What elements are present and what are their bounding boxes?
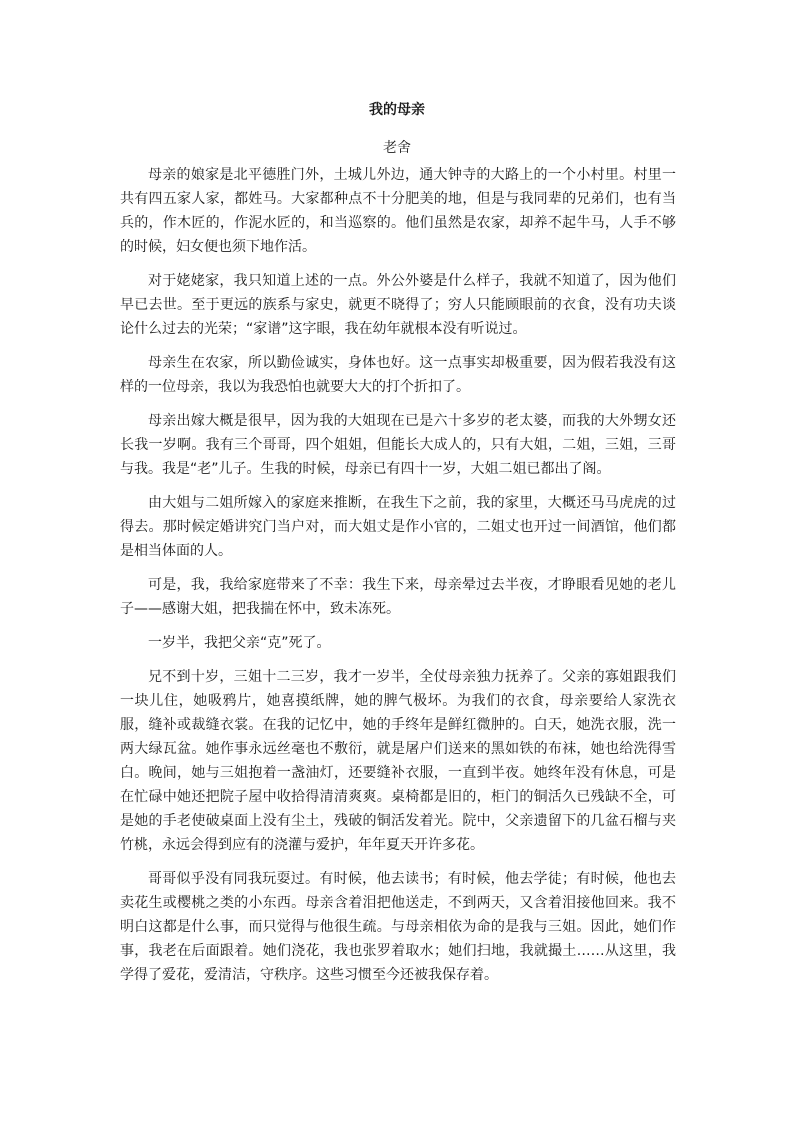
document-body	[120, 163, 676, 997]
paragraph: 对于姥姥家，我只知道上述的一点。外公外婆是什么样子，我就不知道了，因为他们早已去世。至于更远的族系与家史，就更不晓得了；穷人只能顾眼前的衣食，没有功夫谈论什么过去的光荣；“家谱”这字眼，我在幼年就根本没有听说过。	[120, 273, 676, 337]
paragraph: 母亲出嫁大概是很早，因为我的大姐现在已是六十多岁的老太婆，而我的大外甥女还长我一岁啊。我有三个哥哥，四个姐姐，但能长大成人的，只有大姐，二姐，三姐，三哥与我。我是“老”儿子。生我的时候，母亲已有四十一岁，大姐二姐已都出了阁。	[120, 413, 676, 477]
paragraph: 母亲的娘家是北平德胜门外，土城儿外边，通大钟寺的大路上的一个小村里。村里一共有四五家人家，都姓马。大家都种点不十分肥美的地，但是与我同辈的兄弟们，也有当兵的，作木匠的，作泥水匠的，和当巡察的。他们虽然是农家，却养不起牛马，人手不够的时候，妇女便也须下地作活。	[120, 167, 676, 255]
paragraph: 母亲生在农家，所以勤俭诚实，身体也好。这一点事实却极重要，因为假若我没有这样的一位母亲，我以为我恐怕也就要大大的打个折扣了。	[120, 355, 676, 395]
document-author: 老舍	[383, 140, 411, 156]
paragraph: 兄不到十岁，三姐十二三岁，我才一岁半，全仗母亲独力抚养了。父亲的寡姐跟我们一块儿住，她吸鸦片，她喜摸纸牌，她的脾气极坏。为我们的衣食，母亲要给人家洗衣服，缝补或裁缝衣裳。在我的记忆中，她的手终年是鲜红微肿的。白天，她洗衣服，洗一两大绿瓦盆。她作事永远丝毫也不敷衍，就是屠户们送来的黑如铁的布袜，她也给洗得雪白。晚间，她与三姐抱着一盏油灯，还要缝补衣服，一直到半夜。她终年没有休息，可是在忙碌中她还把院子屋中收拾得清清爽爽。桌椅都是旧的，柜门的铜活久已残缺不全，可是她的手老使破桌面上没有尘土，残破的铜活发着光。院中，父亲遗留下的几盆石榴与夹竹桃，永远会得到应有的浇灌与爱护，年年夏天开许多花。	[120, 669, 676, 853]
paragraph: 由大姐与二姐所嫁入的家庭来推断，在我生下之前，我的家里，大概还马马虎虎的过得去。那时候定婚讲究门当户对，而大姐丈是作小官的，二姐丈也开过一间酒馆，他们都是相当体面的人。	[120, 495, 676, 559]
paragraph: 一岁半，我把父亲“克”死了。	[148, 635, 331, 651]
paragraph: 哥哥似乎没有同我玩耍过。有时候，他去读书；有时候，他去学徒；有时候，他也去卖花生或樱桃之类的小东西。母亲含着泪把他送走，不到两天，又含着泪接他回来。我不明白这都是什么事，而只觉得与他很生疏。与母亲相依为命的是我与三姐。因此，她们作事，我老在后面跟着。她们浇花，我也张罗着取水；她们扫地，我就撮土……从这里，我学得了爱花，爱清洁，守秩序。这些习惯至今还被我保存着。	[120, 871, 676, 983]
paragraph: 可是，我，我给家庭带来了不幸：我生下来，母亲晕过去半夜，才睁眼看见她的老儿子——感谢大姐，把我揣在怀中，致未冻死。	[120, 577, 676, 617]
document-title: 我的母亲	[369, 102, 425, 118]
